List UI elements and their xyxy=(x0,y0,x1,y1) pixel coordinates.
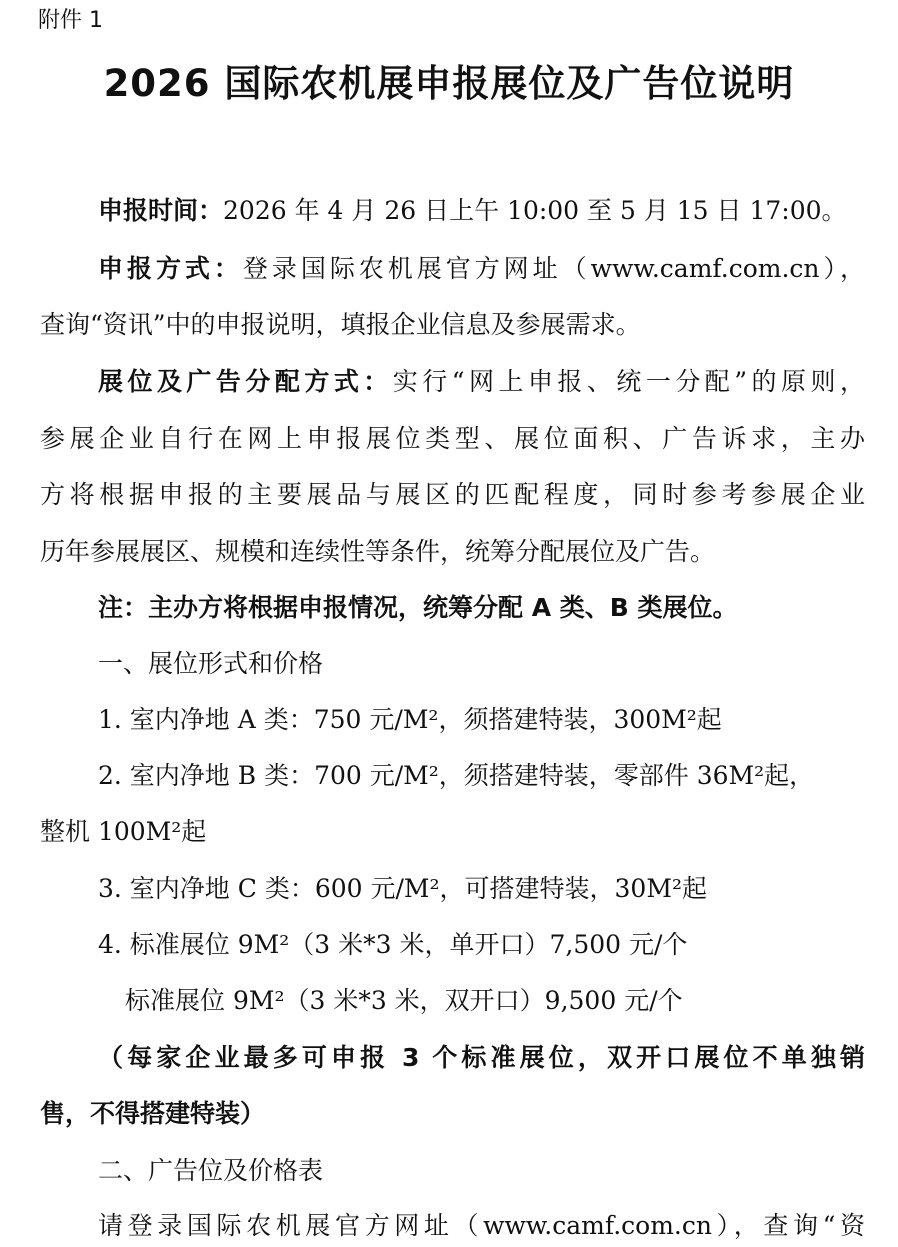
allocation-line1: 实行“网上申报、统一分配”的原则， xyxy=(392,367,865,396)
application-method-line1: 登录国际农机展官方网址（www.camf.com.cn）， xyxy=(242,254,865,283)
allocation-note: 注：主办方将根据申报情况，统筹分配 A 类、B 类展位。 xyxy=(98,593,738,622)
booth-item-1: 1. 室内净地 A 类：750 元/M²，须搭建特装，300M²起 xyxy=(98,705,722,734)
section2-text: 请登录国际农机展官方网址（www.camf.com.cn），查询“资 xyxy=(98,1211,865,1240)
allocation-line4: 历年参展展区、规模和连续性等条件，统筹分配展位及广告。 xyxy=(40,537,716,566)
attachment-label: 附件 1 xyxy=(38,8,103,33)
section1-heading: 一、展位形式和价格 xyxy=(98,649,324,678)
section2-heading: 二、广告位及价格表 xyxy=(98,1156,324,1185)
booth-item-2: 2. 室内净地 B 类：700 元/M²，须搭建特装，零部件 36M²起， xyxy=(98,761,815,790)
standard-booth-note-continued: 售，不得搭建特装） xyxy=(40,1099,266,1128)
allocation-label: 展位及广告分配方式： xyxy=(98,367,393,396)
booth-item-2-continued: 整机 100M²起 xyxy=(40,817,207,846)
application-method-paragraph xyxy=(98,248,865,290)
application-time-paragraph xyxy=(98,190,865,232)
standard-booth-note: （每家企业最多可申报 3 个标准展位，双开口展位不单独销 xyxy=(98,1043,865,1072)
application-time-label: 申报时间： xyxy=(98,196,224,225)
application-time-text: 2026 年 4 月 26 日上午 10:00 至 5 月 15 日 17:00。 xyxy=(223,196,847,225)
application-method-label: 申报方式： xyxy=(98,254,243,283)
application-method-line2: 查询“资讯”中的申报说明，填报企业信息及参展需求。 xyxy=(40,310,641,339)
document-title: 2026 国际农机展申报展位及广告位说明 xyxy=(103,62,795,105)
allocation-line2: 参展企业自行在网上申报展位类型、展位面积、广告诉求，主办 xyxy=(40,424,865,453)
booth-item-4-double: 标准展位 9M²（3 米*3 米，双开口）9,500 元/个 xyxy=(125,986,683,1015)
booth-item-4-single: 4. 标准展位 9M²（3 米*3 米，单开口）7,500 元/个 xyxy=(98,930,688,959)
booth-item-3: 3. 室内净地 C 类：600 元/M²，可搭建特装，30M²起 xyxy=(98,874,707,903)
allocation-paragraph xyxy=(98,361,865,403)
allocation-line3: 方将根据申报的主要展品与展区的匹配程度，同时参考参展企业 xyxy=(40,480,865,509)
